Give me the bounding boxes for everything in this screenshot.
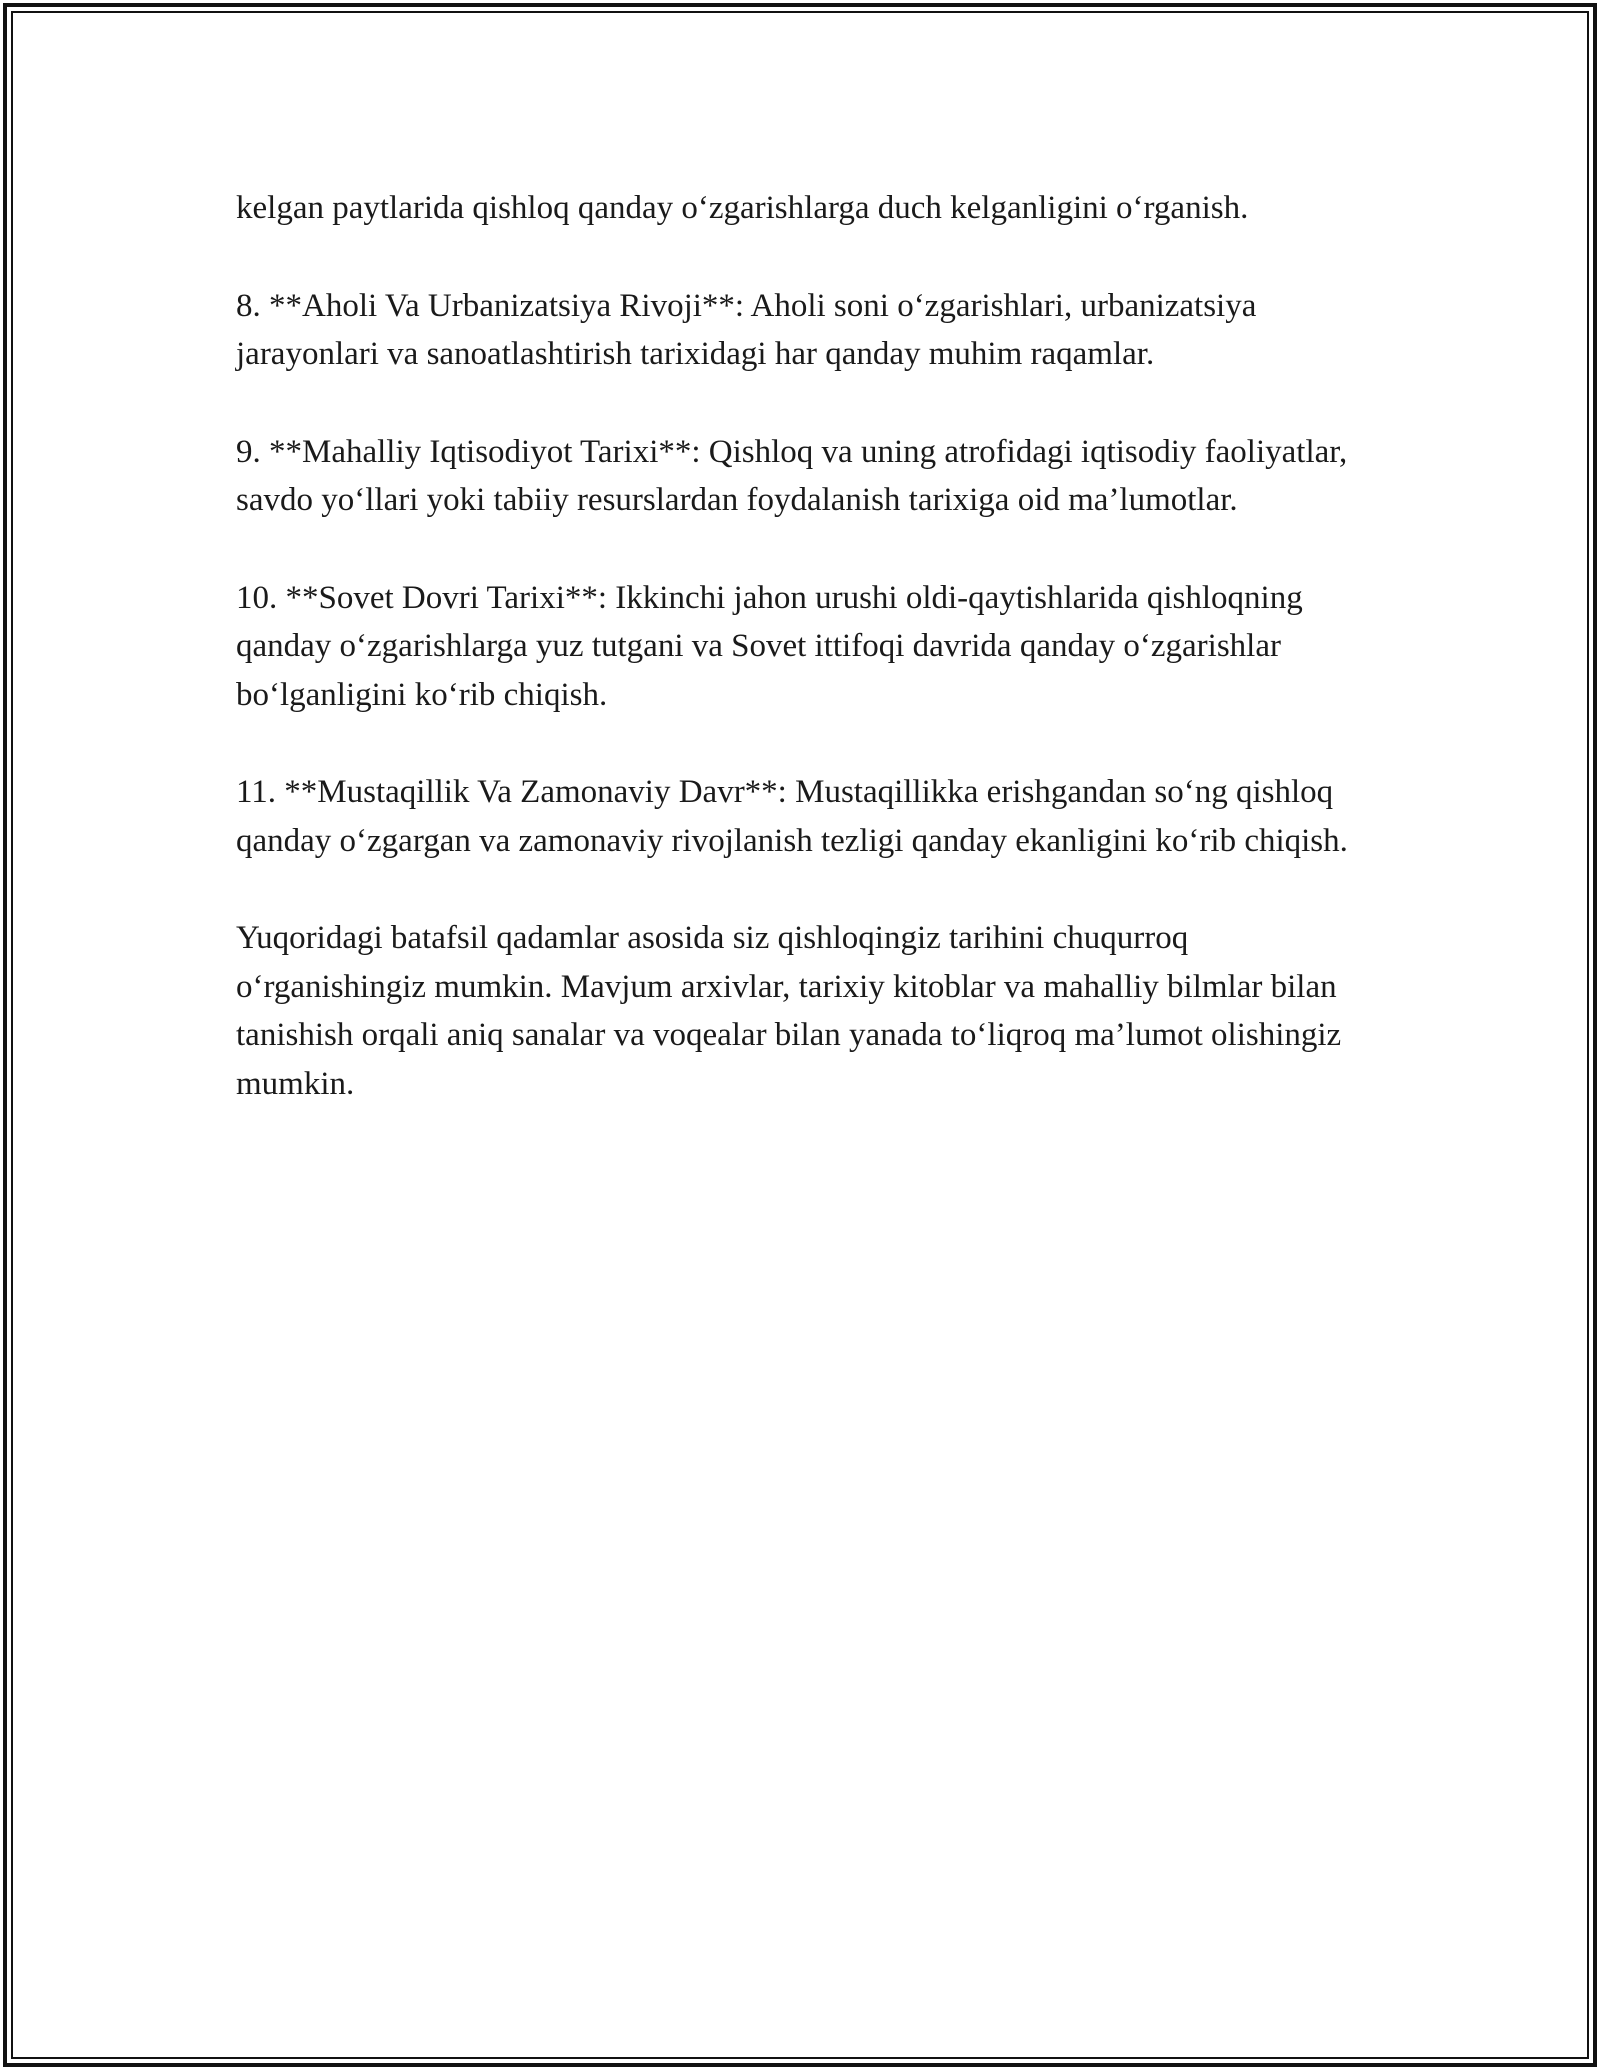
paragraph-conclusion: Yuqoridagi batafsil qadamlar asosida siz qishloqingiz tarihini chuqurroq o‘rganishingiz mumkin. Mavjum arxivlar, tarixiy kitoblar va mahalliy bilmlar bilan tanishish orqali aniq sanalar va voqealar bilan yanada to‘liqroq ma’lumot olishingiz mumkin. (236, 920, 1342, 1102)
paragraph-item-10-soviet: 10. **Sovet Dovri Tarixi**: Ikkinchi jahon urushi oldi-qaytishlarida qishloqning qanday o‘zgarishlarga yuz tutgani va Sovet ittifoqi davrida qanday o‘zgarishlar bo‘lganligini ko‘rib chiqish. (236, 579, 1303, 713)
paragraph-item-11-independence: 11. **Mustaqillik Va Zamonaviy Davr**: Mustaqillikka erishgandan so‘ng qishloq qanday o‘zgargan va zamonaviy rivojlanish tezligi qanday ekanligini ko‘rib chiqish. (236, 774, 1348, 859)
paragraph-item-8-population: 8. **Aholi Va Urbanizatsiya Rivoji**: Aholi soni o‘zgarishlari, urbanizatsiya jarayonlari va sanoatlashtirish tarixidagi har qanday muhim raqamlar. (236, 287, 1257, 372)
paragraph-continuation: kelgan paytlarida qishloq qanday o‘zgarishlarga duch kelganligini o‘rganish. (236, 190, 1249, 226)
paragraph-item-9-economy: 9. **Mahalliy Iqtisodiyot Tarixi**: Qishloq va uning atrofidagi iqtisodiy faoliyatlar, savdo yo‘llari yoki tabiiy resurslardan foydalanish tarixiga oid ma’lumotlar. (236, 433, 1348, 518)
document-body (236, 184, 1376, 1157)
